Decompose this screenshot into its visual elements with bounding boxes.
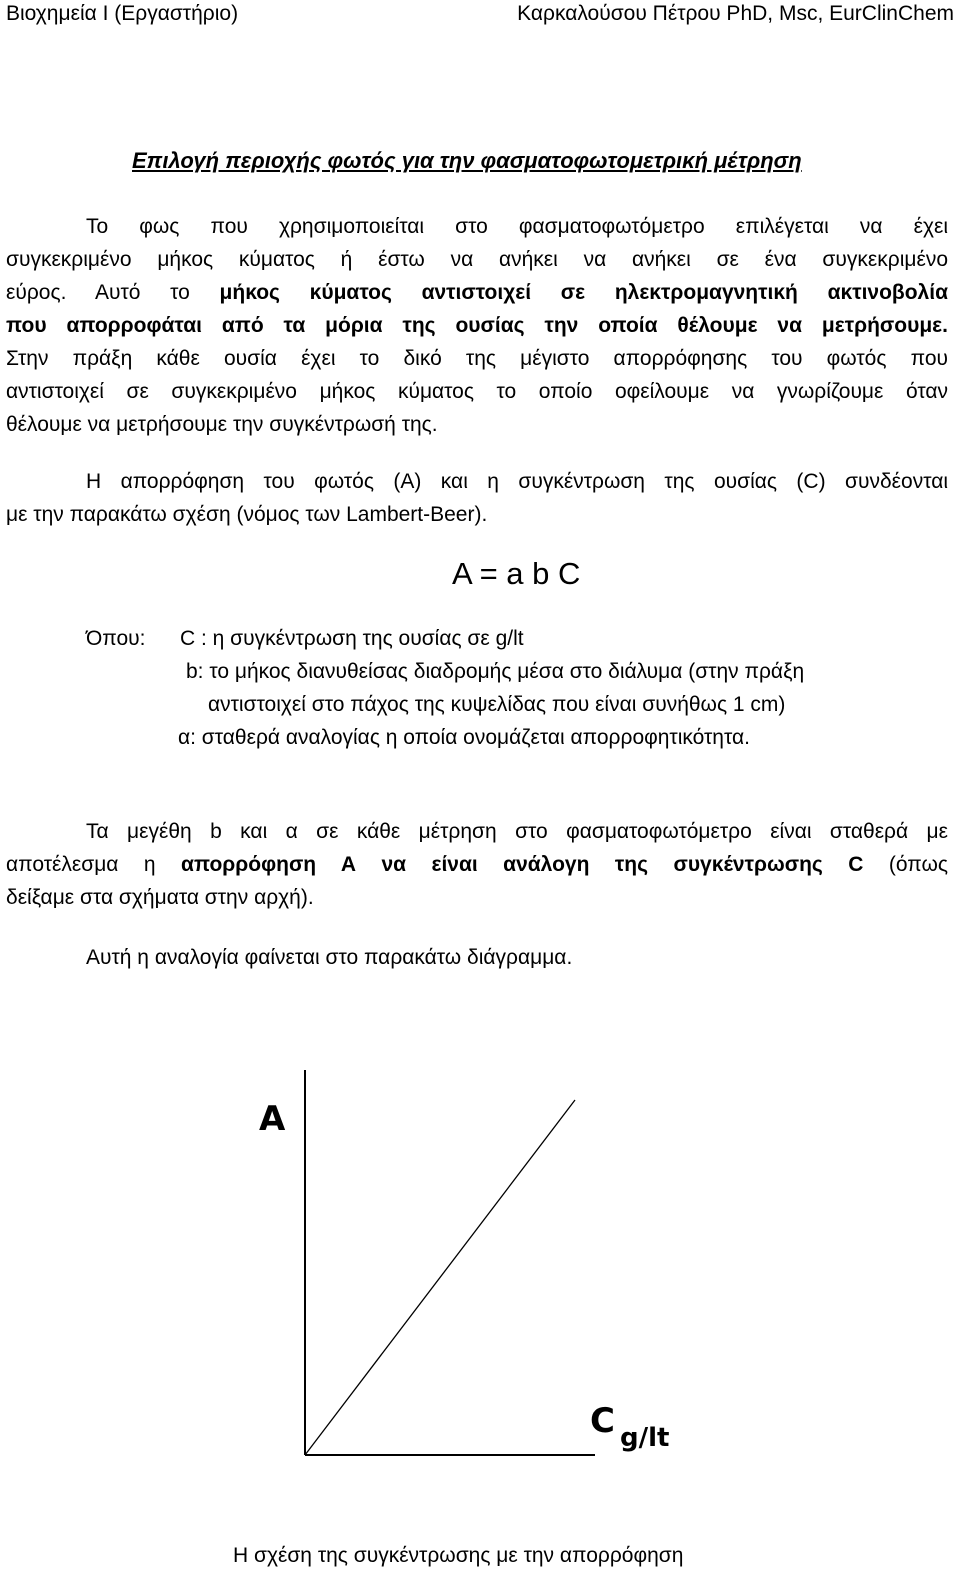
page-title: Επιλογή περιοχής φωτός για την φασματοφωτομετρική μέτρηση — [132, 148, 802, 173]
paragraph-1-line-1: Το φως που χρησιμοποιείται στο φασματοφωτόμετρο επιλέγεται να έχει — [86, 215, 948, 238]
paragraph-3-line-3: δείξαμε στα σχήματα στην αρχή). — [6, 886, 314, 909]
paragraph-4: Αυτή η αναλογία φαίνεται στο παρακάτω διάγραμμα. — [86, 946, 573, 969]
absorbance-vs-concentration-chart — [0, 1060, 960, 1480]
paragraph-2-line-2: με την παρακάτω σχέση (νόμος των Lambert-Beer). — [6, 503, 488, 526]
lambert-beer-equation: A = a b C — [452, 556, 581, 591]
where-c-definition: C : η συγκέντρωση της ουσίας σε g/lt — [180, 627, 524, 650]
paragraph-1-line-4: που απορροφάται από τα μόρια της ουσίας την οποία θέλουμε να μετρήσουμε. — [6, 314, 948, 337]
paragraph-1-line-2: συγκεκριμένο μήκος κύματος ή έστω να ανήκει να ανήκει σε ένα συγκεκριμένο — [6, 248, 948, 271]
where-b-definition-line-1: b: το μήκος διανυθείσας διαδρομής μέσα στο διάλυμα (στην πράξη — [186, 660, 805, 683]
series-line — [305, 1100, 575, 1455]
x-axis-label: C — [590, 1401, 615, 1441]
paragraph-3-line-1: Τα μεγέθη b και α σε κάθε μέτρηση στο φασματοφωτόμετρο είναι σταθερά με — [86, 820, 948, 843]
paragraph-1-line-6: αντιστοιχεί σε συγκεκριμένο μήκος κύματος το οποίο οφείλουμε να γνωρίζουμε όταν — [6, 380, 948, 403]
where-label: Όπου: — [86, 627, 146, 650]
paragraph-1-line-3: εύρος. Αυτό το μήκος κύματος αντιστοιχεί σε ηλεκτρομαγνητική ακτινοβολία — [6, 281, 948, 304]
paragraph-3-line-2: αποτέλεσμα η απορρόφηση Α να είναι ανάλογη της συγκέντρωσης C (όπως — [6, 853, 948, 876]
y-axis-label: A — [259, 1099, 286, 1139]
paragraph-1-line-5: Στην πράξη κάθε ουσία έχει το δικό της μέγιστο απορρόφησης του φωτός που — [6, 347, 948, 370]
where-a-definition: α: σταθερά αναλογίας η οποία ονομάζεται απορροφητικότητα. — [178, 726, 750, 749]
where-b-definition-line-2: αντιστοιχεί στο πάχος της κυψελίδας που είναι συνήθως 1 cm) — [208, 693, 786, 716]
header-right: Καρκαλούσου Πέτρου PhD, Msc, EurClinChem — [517, 2, 954, 25]
x-axis-label-unit: g/lt — [620, 1423, 670, 1453]
paragraph-1-line-7: θέλουμε να μετρήσουμε την συγκέντρωσή της. — [6, 413, 438, 436]
header-left: Βιοχημεία Ι (Εργαστήριο) — [6, 2, 239, 25]
paragraph-2-line-1: Η απορρόφηση του φωτός (Α) και η συγκέντρωση της ουσίας (C) συνδέονται — [86, 470, 948, 493]
chart-caption: Η σχέση της συγκέντρωσης με την απορρόφηση — [233, 1544, 684, 1567]
